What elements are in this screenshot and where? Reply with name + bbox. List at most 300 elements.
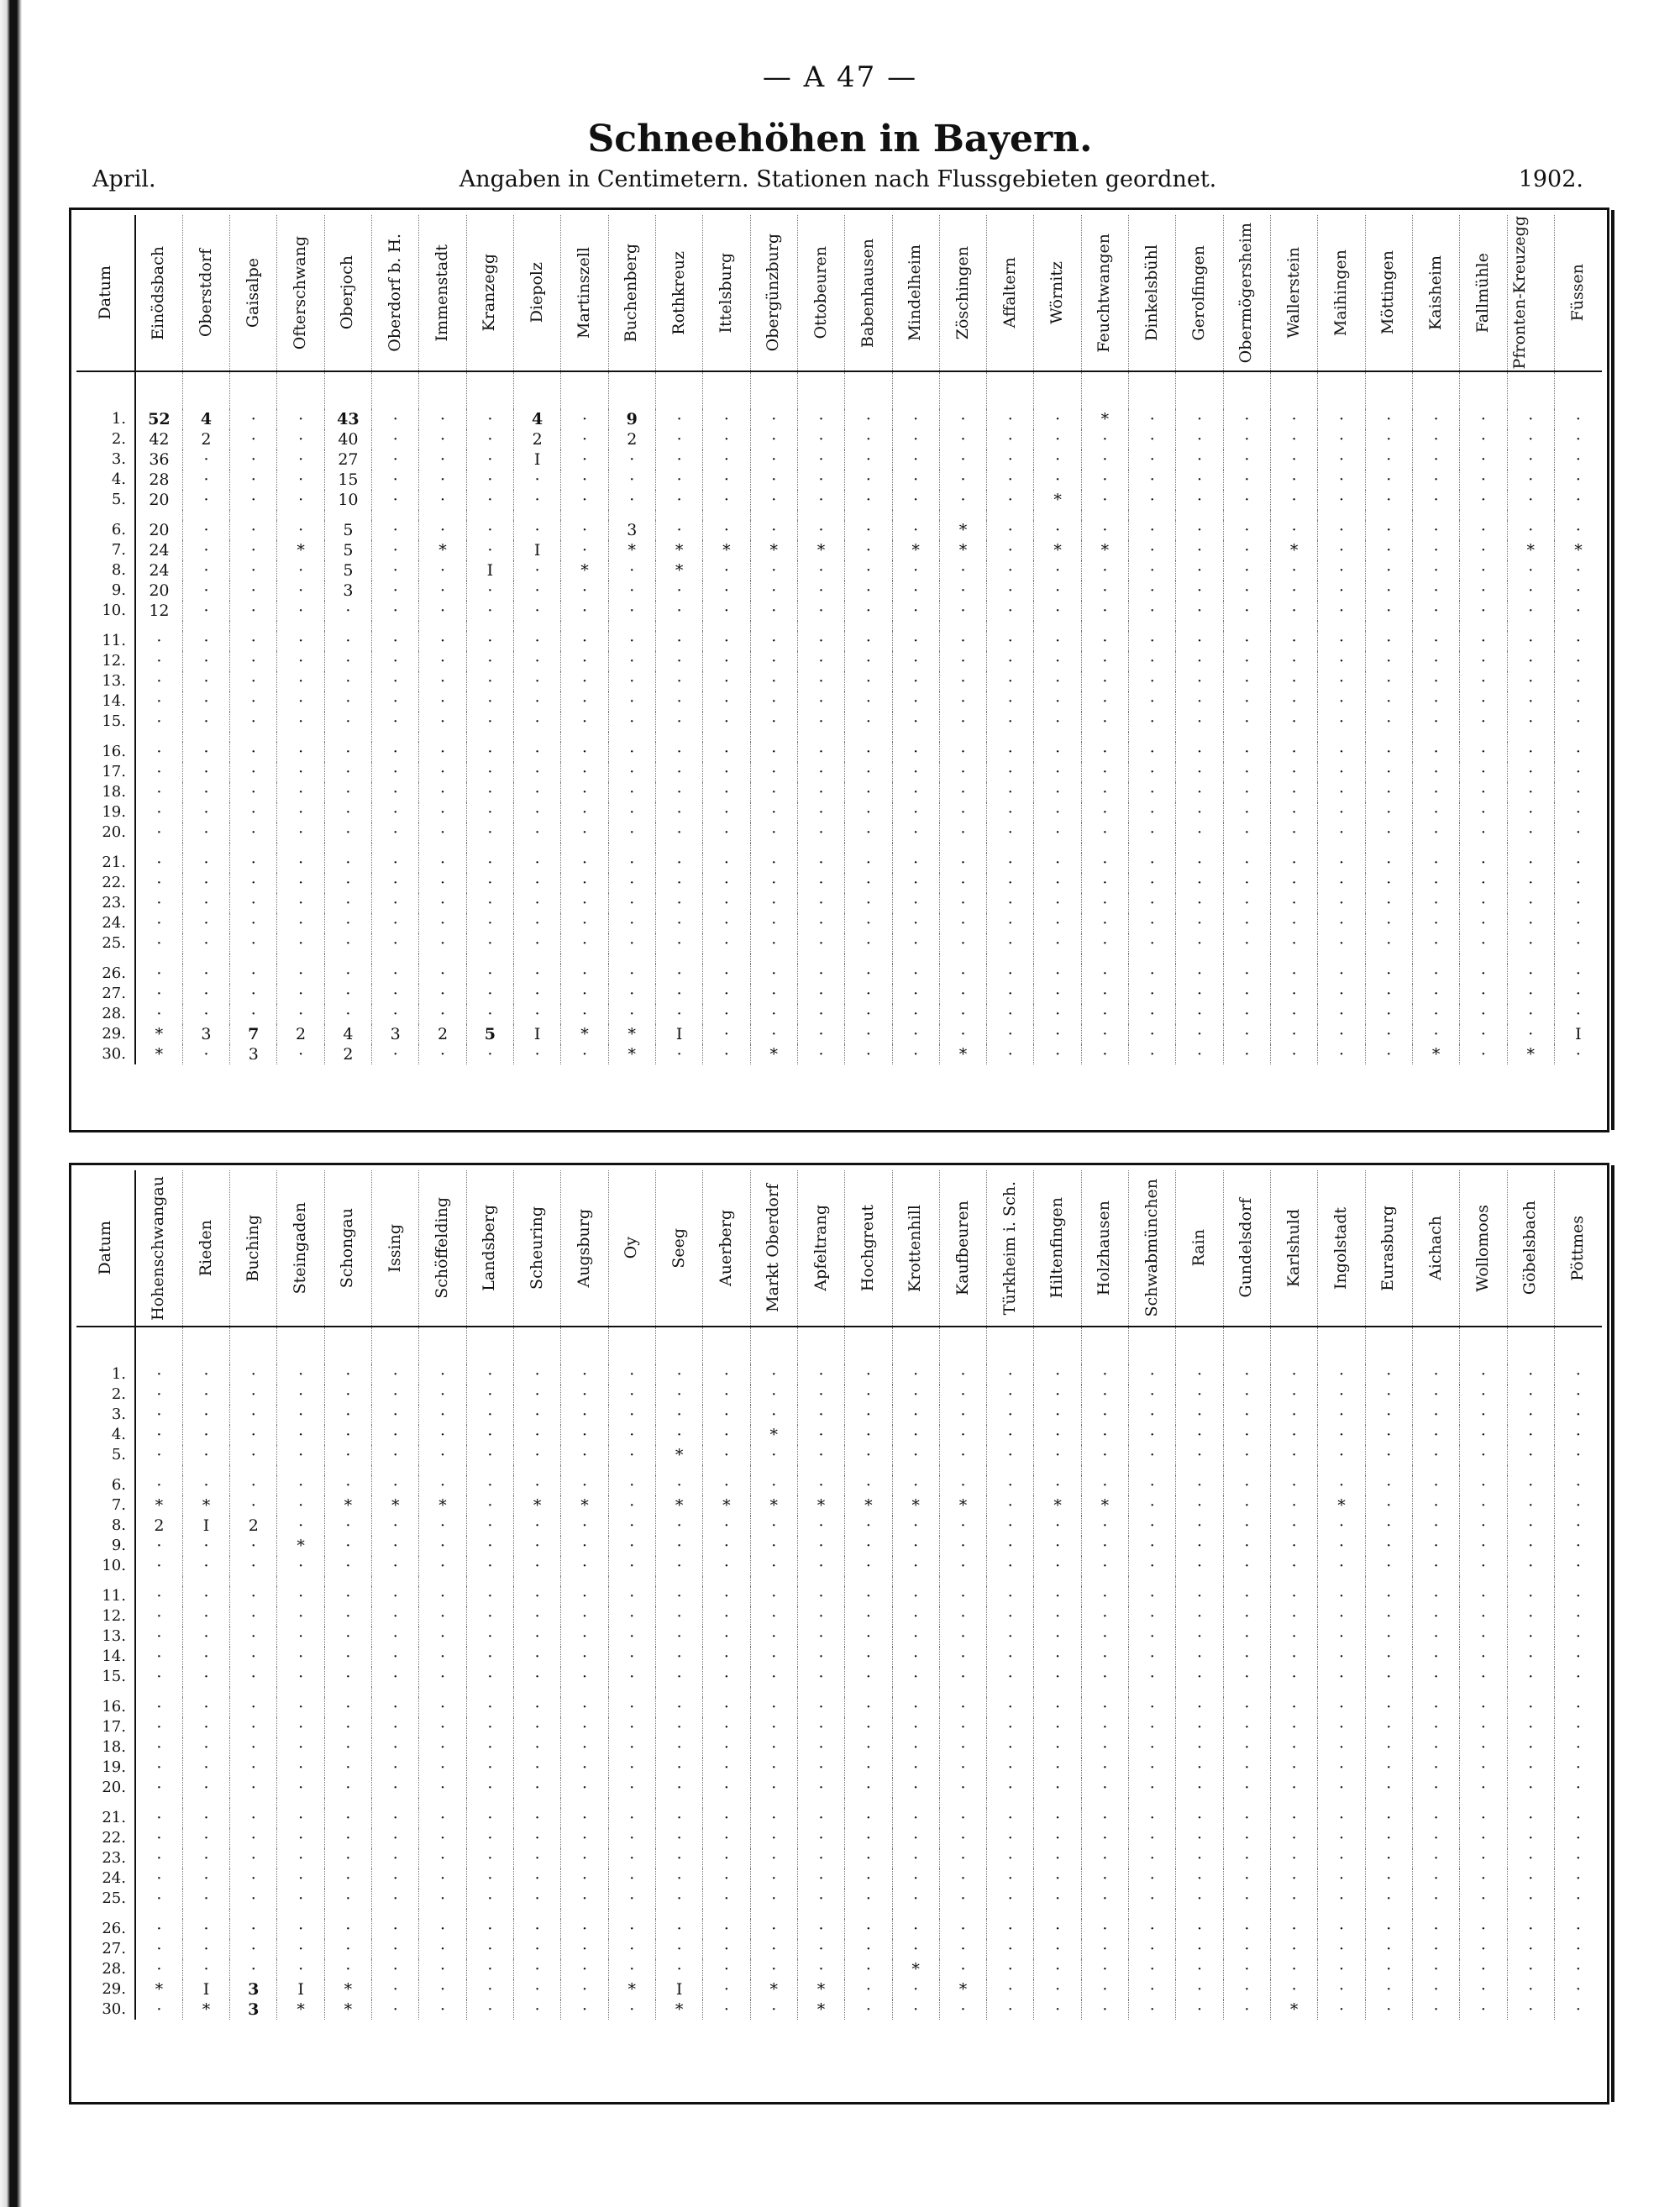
value-cell: · xyxy=(372,712,419,732)
value-cell: · xyxy=(1554,853,1602,873)
value-cell: · xyxy=(1412,449,1459,470)
value-cell: · xyxy=(845,1606,892,1626)
column-header-station xyxy=(230,1170,277,1327)
value-cell: · xyxy=(1507,1405,1554,1425)
value-cell: · xyxy=(372,449,419,470)
value-cell: · xyxy=(419,1626,466,1647)
value-cell: · xyxy=(1223,1364,1270,1385)
value-cell: · xyxy=(1507,984,1554,1004)
value-cell: · xyxy=(797,1848,844,1868)
date-cell: 20. xyxy=(76,822,135,843)
value-cell: · xyxy=(419,1999,466,2020)
value-cell: · xyxy=(892,691,939,712)
value-cell: · xyxy=(182,1868,229,1889)
value-cell: · xyxy=(1507,1808,1554,1828)
value-cell: · xyxy=(845,631,892,651)
value-cell: · xyxy=(1460,984,1507,1004)
station-name: Gundelsdorf xyxy=(1236,1198,1256,1298)
value-cell: · xyxy=(987,1405,1034,1425)
value-cell: * xyxy=(324,1979,371,1999)
value-cell: · xyxy=(277,1919,324,1939)
value-cell: · xyxy=(372,691,419,712)
value-cell: · xyxy=(892,762,939,782)
value-cell: · xyxy=(1318,1606,1365,1626)
value-cell: · xyxy=(1129,1919,1176,1939)
value-cell: · xyxy=(1554,1959,1602,1979)
value-cell: · xyxy=(1223,1004,1270,1024)
value-cell: · xyxy=(1318,1848,1365,1868)
value-cell: · xyxy=(182,893,229,913)
value-cell: · xyxy=(135,1868,182,1889)
date-cell: 25. xyxy=(76,1889,135,1909)
value-cell: · xyxy=(561,1364,608,1385)
value-cell: · xyxy=(1271,671,1318,691)
value-cell: · xyxy=(1365,1737,1412,1758)
value-cell: · xyxy=(655,470,702,490)
value-cell: · xyxy=(466,762,513,782)
table-row xyxy=(76,691,1602,712)
value-cell: · xyxy=(1034,782,1081,802)
value-cell: · xyxy=(514,651,561,671)
value-cell: · xyxy=(703,742,750,762)
value-cell: · xyxy=(1412,802,1459,822)
value-cell: · xyxy=(845,1717,892,1737)
column-header-station xyxy=(608,215,655,371)
value-cell: · xyxy=(230,1697,277,1717)
value-cell: · xyxy=(1129,1445,1176,1465)
value-cell: · xyxy=(1460,1808,1507,1828)
value-cell: · xyxy=(750,1385,797,1405)
value-cell: · xyxy=(987,1495,1034,1516)
value-cell: · xyxy=(182,1606,229,1626)
value-cell: · xyxy=(939,560,986,581)
value-cell: · xyxy=(230,1606,277,1626)
value-cell: · xyxy=(1223,1445,1270,1465)
value-cell: · xyxy=(372,1868,419,1889)
value-cell: · xyxy=(1412,409,1459,429)
value-cell: · xyxy=(655,691,702,712)
value-cell: 42 xyxy=(135,429,182,449)
value-cell: · xyxy=(466,1626,513,1647)
value-cell: · xyxy=(466,1778,513,1798)
value-cell: · xyxy=(135,1737,182,1758)
value-cell: · xyxy=(372,651,419,671)
value-cell: · xyxy=(419,913,466,933)
value-cell: · xyxy=(324,1536,371,1556)
value-cell: · xyxy=(1365,409,1412,429)
value-cell: · xyxy=(1318,933,1365,954)
value-cell: · xyxy=(1223,762,1270,782)
value-cell: · xyxy=(1412,1385,1459,1405)
value-cell: · xyxy=(608,1939,655,1959)
value-cell: · xyxy=(466,1516,513,1536)
value-cell: · xyxy=(703,1425,750,1445)
value-cell: · xyxy=(372,1647,419,1667)
value-cell: · xyxy=(1081,581,1128,601)
value-cell: · xyxy=(182,1848,229,1868)
value-cell: · xyxy=(561,449,608,470)
value-cell: · xyxy=(561,1405,608,1425)
value-cell: · xyxy=(1554,964,1602,984)
station-name: Hohenschwangau xyxy=(149,1175,168,1321)
value-cell: · xyxy=(1223,1848,1270,1868)
value-cell: · xyxy=(1176,520,1223,540)
value-cell: · xyxy=(1507,409,1554,429)
value-cell: · xyxy=(1034,1667,1081,1687)
value-cell: · xyxy=(1271,964,1318,984)
value-cell: · xyxy=(230,651,277,671)
value-cell: · xyxy=(466,984,513,1004)
value-cell: · xyxy=(135,762,182,782)
value-cell: · xyxy=(608,913,655,933)
value-cell: * xyxy=(608,1024,655,1044)
date-cell: 21. xyxy=(76,1808,135,1828)
value-cell: · xyxy=(514,601,561,621)
value-cell: · xyxy=(1318,1536,1365,1556)
value-cell: · xyxy=(1271,1737,1318,1758)
value-cell: · xyxy=(1271,470,1318,490)
value-cell: · xyxy=(1271,853,1318,873)
value-cell: · xyxy=(1081,490,1128,510)
value-cell: · xyxy=(1176,1445,1223,1465)
value-cell: · xyxy=(514,1385,561,1405)
value-cell: · xyxy=(1318,449,1365,470)
value-cell: · xyxy=(797,1889,844,1909)
value-cell: · xyxy=(987,782,1034,802)
value-cell: · xyxy=(561,540,608,560)
value-cell: · xyxy=(987,1999,1034,2020)
value-cell: · xyxy=(703,1667,750,1687)
value-cell: · xyxy=(277,712,324,732)
table-row xyxy=(76,1495,1602,1516)
value-cell: · xyxy=(1507,1647,1554,1667)
value-cell: · xyxy=(1460,1939,1507,1959)
value-cell: · xyxy=(135,984,182,1004)
value-cell: · xyxy=(655,782,702,802)
value-cell: * xyxy=(750,540,797,560)
value-cell: · xyxy=(1223,1758,1270,1778)
value-cell: · xyxy=(182,762,229,782)
value-cell: · xyxy=(1507,1919,1554,1939)
value-cell: · xyxy=(1129,1606,1176,1626)
value-cell: · xyxy=(561,1828,608,1848)
table-row xyxy=(76,1044,1602,1064)
value-cell: · xyxy=(845,1626,892,1647)
value-cell: · xyxy=(987,409,1034,429)
value-cell: · xyxy=(419,1647,466,1667)
date-cell: 8. xyxy=(76,1516,135,1536)
value-cell: · xyxy=(845,470,892,490)
station-name: Aichach xyxy=(1425,1216,1445,1280)
value-cell: · xyxy=(277,933,324,954)
value-cell: · xyxy=(750,1647,797,1667)
value-cell: · xyxy=(655,520,702,540)
value-cell: · xyxy=(1318,1556,1365,1576)
value-cell: · xyxy=(1271,1626,1318,1647)
column-header-station xyxy=(466,215,513,371)
value-cell: · xyxy=(514,1647,561,1667)
value-cell: * xyxy=(1034,540,1081,560)
value-cell: · xyxy=(182,490,229,510)
value-cell: · xyxy=(1081,873,1128,893)
value-cell: · xyxy=(1176,651,1223,671)
value-cell: · xyxy=(1554,1556,1602,1576)
value-cell: · xyxy=(1412,540,1459,560)
value-cell: · xyxy=(750,1778,797,1798)
value-cell: · xyxy=(1554,1385,1602,1405)
column-header-station xyxy=(466,1170,513,1327)
value-cell: · xyxy=(845,429,892,449)
value-cell: · xyxy=(514,520,561,540)
value-cell: · xyxy=(1460,933,1507,954)
value-cell: · xyxy=(1129,409,1176,429)
column-header-station xyxy=(703,215,750,371)
row-group-gap xyxy=(76,621,1602,631)
value-cell: · xyxy=(277,631,324,651)
value-cell: · xyxy=(750,1959,797,1979)
value-cell: · xyxy=(230,742,277,762)
value-cell: · xyxy=(1507,1868,1554,1889)
value-cell: · xyxy=(1460,1889,1507,1909)
value-cell: · xyxy=(1223,1425,1270,1445)
value-cell: · xyxy=(561,873,608,893)
value-cell: · xyxy=(1081,601,1128,621)
value-cell: · xyxy=(1365,1778,1412,1798)
value-cell: · xyxy=(230,1778,277,1798)
value-cell: · xyxy=(939,581,986,601)
value-cell: · xyxy=(1223,1516,1270,1536)
value-cell: * xyxy=(135,1044,182,1064)
value-cell: · xyxy=(1176,631,1223,651)
value-cell: · xyxy=(845,822,892,843)
value-cell: · xyxy=(608,1758,655,1778)
value-cell: · xyxy=(1081,742,1128,762)
value-cell: · xyxy=(324,782,371,802)
value-cell: · xyxy=(135,782,182,802)
value-cell: · xyxy=(1034,1475,1081,1495)
value-cell: · xyxy=(372,822,419,843)
value-cell: · xyxy=(230,964,277,984)
value-cell: · xyxy=(1223,490,1270,510)
value-cell: * xyxy=(892,1495,939,1516)
value-cell: · xyxy=(277,1364,324,1385)
value-cell: · xyxy=(135,1939,182,1959)
value-cell: · xyxy=(372,581,419,601)
value-cell: · xyxy=(939,1939,986,1959)
value-cell: · xyxy=(1129,1808,1176,1828)
value-cell: 3 xyxy=(182,1024,229,1044)
column-header-station xyxy=(1271,1170,1318,1327)
value-cell: · xyxy=(1412,742,1459,762)
value-cell: · xyxy=(135,1808,182,1828)
value-cell: · xyxy=(939,1959,986,1979)
value-cell: · xyxy=(1129,1697,1176,1717)
value-cell: · xyxy=(1507,1758,1554,1778)
column-header-station xyxy=(1129,215,1176,371)
value-cell: · xyxy=(1176,1778,1223,1798)
value-cell: · xyxy=(514,1919,561,1939)
value-cell: · xyxy=(1365,873,1412,893)
value-cell: · xyxy=(277,1004,324,1024)
value-cell: · xyxy=(703,470,750,490)
column-header-station xyxy=(1365,215,1412,371)
value-cell: · xyxy=(703,1044,750,1064)
value-cell: · xyxy=(324,712,371,732)
value-cell: · xyxy=(561,802,608,822)
value-cell: · xyxy=(372,1808,419,1828)
value-cell: · xyxy=(655,1758,702,1778)
value-cell: · xyxy=(797,1405,844,1425)
value-cell: · xyxy=(230,409,277,429)
value-cell: · xyxy=(1318,1385,1365,1405)
value-cell: · xyxy=(703,1024,750,1044)
value-cell: · xyxy=(1081,1919,1128,1939)
value-cell: · xyxy=(892,449,939,470)
value-cell: · xyxy=(277,429,324,449)
value-cell: · xyxy=(750,1364,797,1385)
value-cell: · xyxy=(1365,1758,1412,1778)
station-name: Göbelsbach xyxy=(1520,1201,1540,1295)
value-cell: · xyxy=(1271,1516,1318,1536)
value-cell: · xyxy=(182,601,229,621)
value-cell: · xyxy=(703,1626,750,1647)
value-cell: · xyxy=(230,1717,277,1737)
value-cell: · xyxy=(1129,1778,1176,1798)
value-cell: · xyxy=(324,1737,371,1758)
value-cell: · xyxy=(230,631,277,651)
value-cell: · xyxy=(135,822,182,843)
value-cell: · xyxy=(608,1385,655,1405)
value-cell: · xyxy=(1271,1808,1318,1828)
value-cell: · xyxy=(324,822,371,843)
value-cell: * xyxy=(135,1024,182,1044)
value-cell: · xyxy=(1081,671,1128,691)
value-cell: · xyxy=(1129,490,1176,510)
value-cell: · xyxy=(1129,1758,1176,1778)
month-label: April. xyxy=(92,166,156,192)
value-cell: · xyxy=(230,601,277,621)
value-cell: · xyxy=(372,1606,419,1626)
value-cell: · xyxy=(561,1516,608,1536)
date-cell: 22. xyxy=(76,1828,135,1848)
value-cell: · xyxy=(1081,1697,1128,1717)
value-cell: · xyxy=(1271,691,1318,712)
value-cell: · xyxy=(987,601,1034,621)
value-cell: · xyxy=(182,1697,229,1717)
value-cell: · xyxy=(1412,671,1459,691)
value-cell: · xyxy=(1081,1425,1128,1445)
value-cell: · xyxy=(1034,822,1081,843)
value-cell: · xyxy=(1460,1606,1507,1626)
date-cell: 24. xyxy=(76,1868,135,1889)
value-cell: · xyxy=(277,671,324,691)
value-cell: · xyxy=(939,1024,986,1044)
value-cell: · xyxy=(230,1536,277,1556)
value-cell: * xyxy=(372,1495,419,1516)
value-cell: · xyxy=(1412,1889,1459,1909)
value-cell: · xyxy=(1034,1889,1081,1909)
value-cell: · xyxy=(1318,1778,1365,1798)
value-cell: · xyxy=(845,449,892,470)
value-cell: · xyxy=(655,409,702,429)
value-cell: · xyxy=(514,802,561,822)
value-cell: · xyxy=(1081,1405,1128,1425)
column-header-station xyxy=(655,1170,702,1327)
value-cell: · xyxy=(1365,1939,1412,1959)
value-cell: · xyxy=(1176,1697,1223,1717)
value-cell: · xyxy=(655,1939,702,1959)
value-cell: · xyxy=(514,1868,561,1889)
value-cell: · xyxy=(466,1868,513,1889)
value-cell: · xyxy=(372,742,419,762)
value-cell: · xyxy=(797,691,844,712)
value-cell: · xyxy=(419,1919,466,1939)
date-cell: 8. xyxy=(76,560,135,581)
date-cell: 9. xyxy=(76,1536,135,1556)
value-cell: · xyxy=(277,1556,324,1576)
value-cell: · xyxy=(1460,1425,1507,1445)
value-cell: * xyxy=(1081,409,1128,429)
value-cell: · xyxy=(1129,1425,1176,1445)
value-cell: * xyxy=(277,1999,324,2020)
value-cell: * xyxy=(750,1425,797,1445)
value-cell: · xyxy=(419,1536,466,1556)
value-cell: * xyxy=(135,1495,182,1516)
value-cell: · xyxy=(797,1586,844,1606)
value-cell: · xyxy=(419,853,466,873)
value-cell: · xyxy=(1176,409,1223,429)
value-cell: · xyxy=(277,1889,324,1909)
value-cell: · xyxy=(1365,1889,1412,1909)
column-header-station xyxy=(324,1170,371,1327)
value-cell: · xyxy=(324,853,371,873)
value-cell: · xyxy=(987,490,1034,510)
value-cell: · xyxy=(561,1647,608,1667)
value-cell: · xyxy=(1554,1536,1602,1556)
value-cell: · xyxy=(655,1586,702,1606)
date-cell: 12. xyxy=(76,1606,135,1626)
value-cell: · xyxy=(1554,1364,1602,1385)
value-cell: · xyxy=(892,893,939,913)
value-cell: · xyxy=(1554,782,1602,802)
value-cell: · xyxy=(1176,1939,1223,1959)
value-cell: · xyxy=(372,1385,419,1405)
table-row xyxy=(76,873,1602,893)
value-cell: · xyxy=(750,429,797,449)
value-cell: · xyxy=(466,1405,513,1425)
value-cell: · xyxy=(135,1004,182,1024)
value-cell: · xyxy=(419,1667,466,1687)
column-header-station xyxy=(135,215,182,371)
value-cell: 2 xyxy=(277,1024,324,1044)
value-cell: · xyxy=(1081,1758,1128,1778)
column-header-station xyxy=(561,1170,608,1327)
value-cell: · xyxy=(1034,1405,1081,1425)
value-cell: · xyxy=(1034,1758,1081,1778)
value-cell: · xyxy=(1365,429,1412,449)
value-cell: · xyxy=(135,1405,182,1425)
value-cell: · xyxy=(561,1697,608,1717)
value-cell: * xyxy=(939,1979,986,1999)
value-cell: · xyxy=(466,601,513,621)
value-cell: · xyxy=(1412,1999,1459,2020)
value-cell: · xyxy=(135,1445,182,1465)
value-cell: · xyxy=(135,1647,182,1667)
value-cell: · xyxy=(845,1808,892,1828)
value-cell: · xyxy=(466,1044,513,1064)
value-cell: · xyxy=(1554,933,1602,954)
value-cell: · xyxy=(1034,520,1081,540)
